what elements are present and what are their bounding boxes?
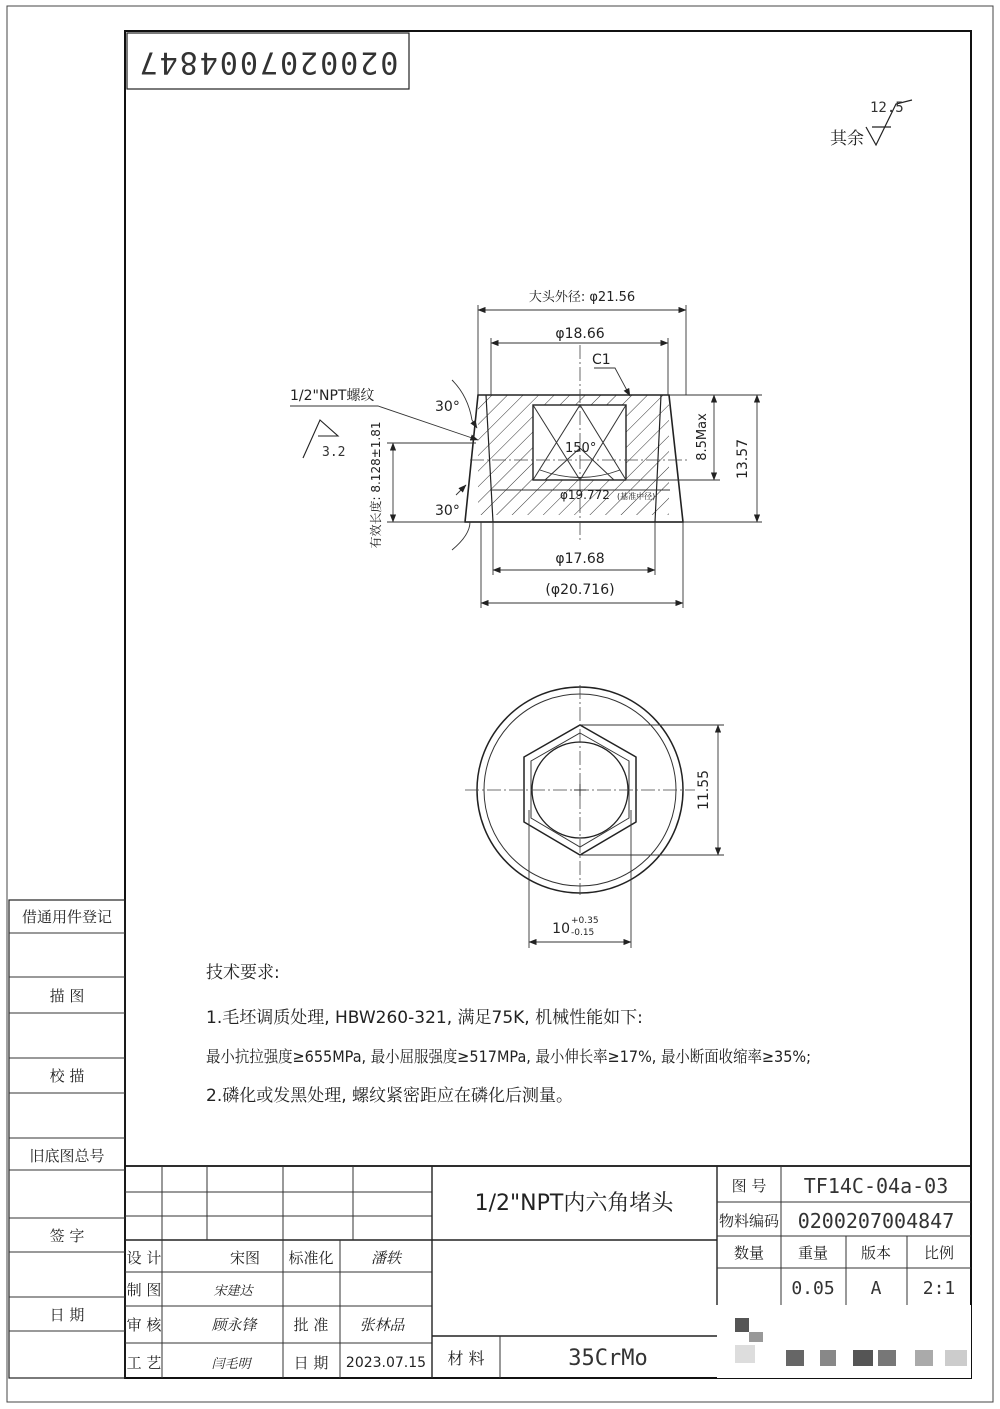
tol-upper: +0.35 (571, 916, 599, 926)
tb-drafting-sign: 宋建达 (213, 1284, 253, 1299)
tb-review-sign: 顾永锋 (211, 1316, 257, 1334)
thread-roughness: 3.2 (322, 445, 346, 460)
drawing-number-stamp (127, 33, 409, 89)
thread-note: 1/2"NPT螺纹 (290, 388, 375, 404)
tb-material-code-label: 物料编码 (718, 1212, 780, 1230)
tb-standard-sign: 潘轶 (370, 1249, 402, 1267)
blurred-watermark (717, 1305, 971, 1378)
tb-date-label: 日 期 (293, 1354, 329, 1372)
left-col-label-2: 校 描 (49, 1067, 85, 1085)
left-col-label-1: 描 图 (49, 987, 85, 1005)
tb-standard-label: 标准化 (288, 1249, 334, 1267)
left-col-label-5: 日 期 (49, 1306, 85, 1324)
angle-top: 30° (435, 399, 460, 415)
dim-bottom-inner: φ17.68 (555, 551, 605, 567)
tb-process-sign: 闫毛明 (211, 1357, 251, 1372)
roughness-other-value: 12.5 (870, 100, 904, 116)
tech-req-line3: 2.磷化或发黑处理, 螺纹紧密距应在磷化后测量。 (206, 1086, 574, 1106)
tb-material: 35CrMo (568, 1346, 648, 1371)
roughness-other-label: 其余 (830, 129, 864, 149)
stamp-text: 0200207004847 (137, 44, 399, 80)
dim-across-flats: 10 (552, 921, 570, 937)
tech-req-title: 技术要求: (206, 963, 280, 983)
dim-pitch-dia-note: (基准中径) (617, 492, 656, 501)
tb-weight: 0.05 (791, 1278, 835, 1299)
angle-bottom: 30° (435, 503, 460, 519)
tb-drawing-no-label: 图 号 (731, 1177, 767, 1195)
dim-across-corners: 11.55 (696, 769, 712, 811)
angle-drill: 150° (565, 441, 597, 456)
tb-version-label: 版本 (860, 1244, 892, 1262)
tb-material-label: 材 料 (447, 1349, 485, 1368)
left-col-label-4: 签 字 (49, 1227, 85, 1245)
tb-review-label: 审 核 (126, 1316, 162, 1334)
tb-approve-sign: 张林品 (359, 1316, 405, 1334)
dim-bottom-outer: (φ20.716) (545, 582, 615, 598)
left-column-table (9, 900, 125, 1378)
tb-approve-label: 批 准 (293, 1316, 329, 1334)
dim-thread-length: 有效长度: 8.128±1.81 (369, 421, 383, 549)
dim-total-length: 13.57 (735, 438, 751, 480)
tb-scale-label: 比例 (923, 1244, 955, 1262)
tech-req-line2: 最小抗拉强度≥655MPa, 最小屈服强度≥517MPa, 最小伸长率≥17%, 最小断面收缩率≥35%; (206, 1047, 811, 1066)
tb-design-label: 设 计 (126, 1249, 162, 1267)
chamfer-label: C1 (592, 352, 611, 368)
title-block (125, 1166, 971, 1378)
section-view (290, 289, 762, 608)
dim-pitch-dia: φ19.772 (560, 488, 610, 502)
end-view (465, 685, 724, 948)
left-col-label-0: 借通用件登记 (21, 908, 113, 926)
tech-req-line1: 1.毛坯调质处理, HBW260-321, 满足75K, 机械性能如下: (206, 1008, 643, 1028)
dim-top-inner: φ18.66 (555, 326, 605, 342)
roughness-symbol-other (830, 100, 912, 149)
tb-process-label: 工 艺 (126, 1354, 162, 1372)
tb-weight-label: 重量 (797, 1244, 829, 1262)
tb-design-name: 宋图 (229, 1249, 261, 1267)
dim-top-outer: 大头外径: φ21.56 (528, 290, 636, 305)
tb-version: A (870, 1278, 882, 1299)
left-col-label-3: 旧底图总号 (29, 1147, 105, 1165)
tech-requirements (206, 963, 811, 1106)
tb-drafting-label: 制 图 (126, 1281, 162, 1299)
tb-part-name: 1/2"NPT内六角堵头 (474, 1191, 674, 1216)
tb-scale: 2:1 (922, 1278, 956, 1299)
tb-drawing-no: TF14C-04a-03 (803, 1174, 949, 1198)
tb-date: 2023.07.15 (345, 1355, 427, 1371)
tb-qty-label: 数量 (733, 1244, 765, 1262)
dim-hex-depth: 8.5Max (695, 413, 710, 461)
tb-material-code: 0200207004847 (797, 1209, 955, 1233)
tol-lower: -0.15 (571, 928, 595, 938)
